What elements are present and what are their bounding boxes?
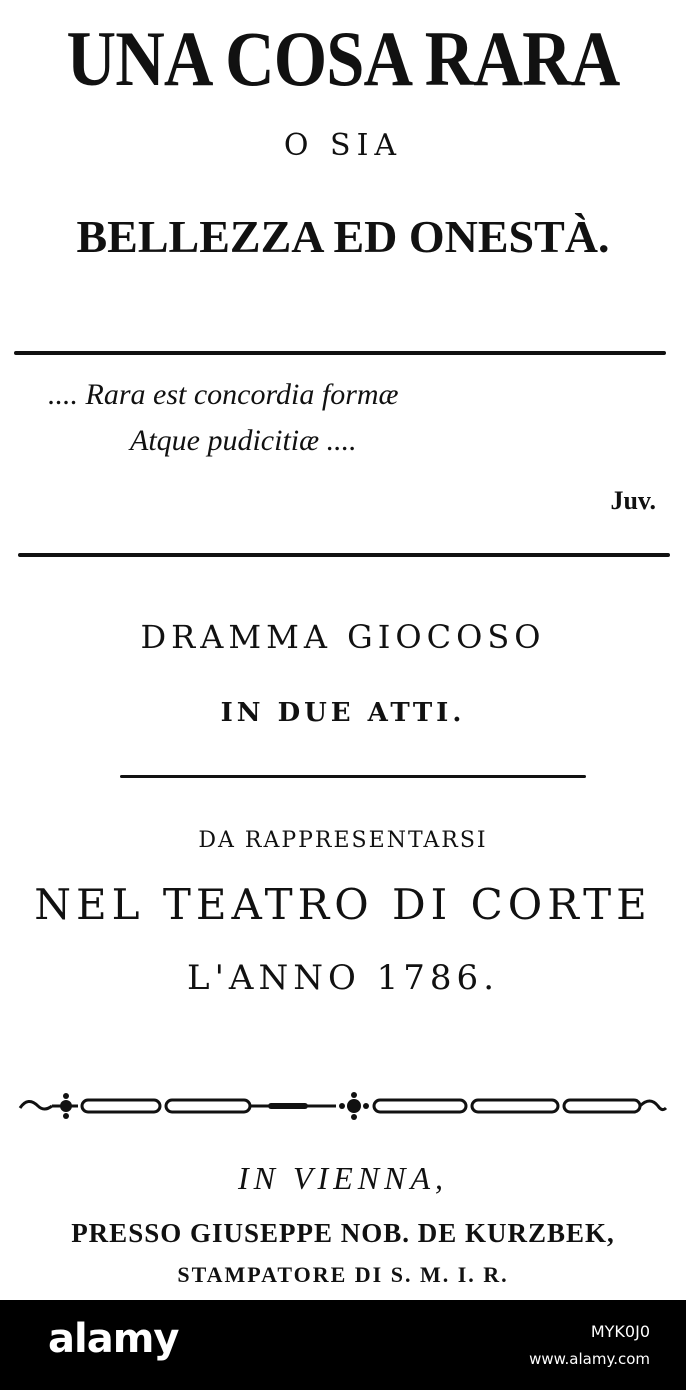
subtitle-connector: O SIA [283, 128, 403, 163]
watermark-logo: alamy [48, 1316, 179, 1362]
performance-intro: DA RAPPRESENTARSI [198, 828, 488, 853]
epigraph-line-2: Atque pudicitiæ .... [130, 424, 357, 457]
watermark-image-id: MYK0J0 [590, 1322, 650, 1341]
imprint-role: STAMPATORE DI S. M. I. R. [177, 1262, 509, 1287]
subtitle: BELLEZZA ED ONESTÀ. [76, 211, 610, 262]
imprint-city: IN VIENNA, [238, 1160, 448, 1196]
year-line: L'ANNO 1786. [187, 958, 499, 998]
epigraph-source: Juv. [610, 486, 656, 515]
epigraph-line-1: .... Rara est concordia formæ [48, 378, 399, 411]
genre: DRAMMA GIOCOSO [140, 618, 546, 656]
divider-rule [14, 351, 666, 355]
divider-rule [18, 553, 670, 557]
imprint-printer: PRESSO GIUSEPPE NOB. DE KURZBEK, [71, 1218, 615, 1248]
divider-rule-short [120, 775, 586, 778]
watermark-url: www.alamy.com [529, 1350, 650, 1368]
page-title: UNA COSA RARA [66, 15, 620, 102]
acts: IN DUE ATTI. [220, 698, 466, 728]
ornament-divider [16, 1088, 668, 1122]
venue: NEL TEATRO DI CORTE [34, 880, 652, 929]
